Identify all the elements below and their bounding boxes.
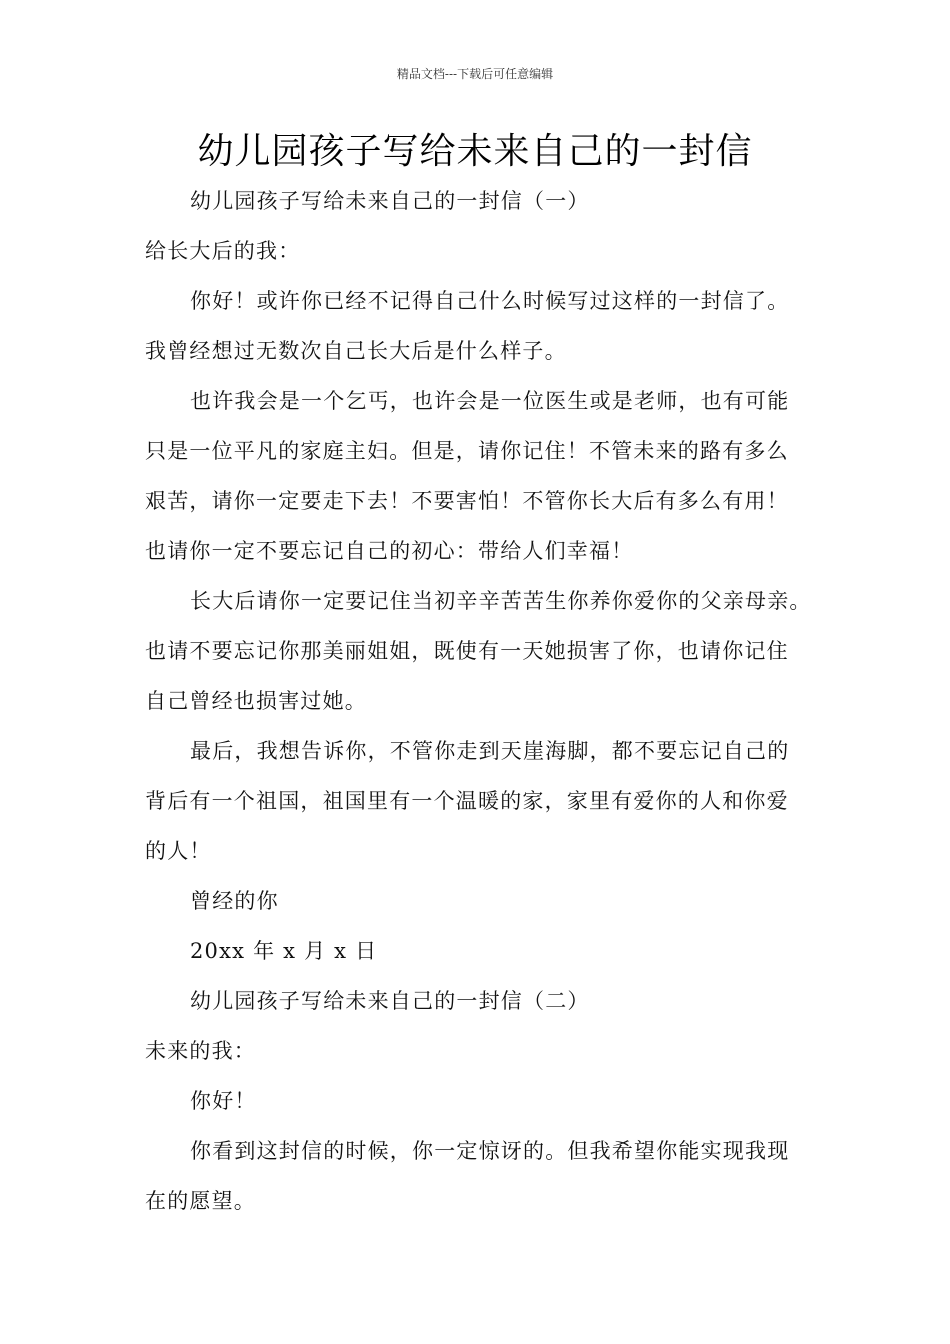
text-line: 给长大后的我： xyxy=(145,239,301,263)
text-line: 幼儿园孩子写给未来自己的一封信（二） xyxy=(190,989,590,1013)
text-line: 最后，我想告诉你，不管你走到天崖海脚，都不要忘记自己的 xyxy=(190,739,790,763)
text-line: 你好！ xyxy=(190,1089,257,1113)
text-line: 也请不要忘记你那美丽姐姐，既使有一天她损害了你，也请你记住 xyxy=(145,639,789,663)
text-line: 自己曾经也损害过她。 xyxy=(145,689,367,713)
text-line: 长大后请你一定要记住当初辛辛苦苦生你养你爱你的父亲母亲。 xyxy=(190,589,812,613)
text-line: 只是一位平凡的家庭主妇。但是，请你记住！不管未来的路有多么 xyxy=(145,439,789,463)
text-line: 未来的我： xyxy=(145,1039,256,1063)
text-line: 你看到这封信的时候，你一定惊讶的。但我希望你能实现我现 xyxy=(190,1139,790,1163)
text-line: 幼儿园孩子写给未来自己的一封信（一） xyxy=(190,189,590,213)
text-line: 20xx 年 x 月 x 日 xyxy=(190,939,378,963)
text-line: 你好！或许你已经不记得自己什么时候写过这样的一封信了。 xyxy=(190,289,790,313)
text-line: 背后有一个祖国，祖国里有一个温暖的家，家里有爱你的人和你爱 xyxy=(145,789,789,813)
text-line: 我曾经想过无数次自己长大后是什么样子。 xyxy=(145,339,567,363)
text-line: 也许我会是一个乞丐，也许会是一位医生或是老师，也有可能 xyxy=(190,389,790,413)
text-line: 在的愿望。 xyxy=(145,1189,256,1213)
text-line: 艰苦，请你一定要走下去！不要害怕！不管你长大后有多么有用！ xyxy=(145,489,789,513)
text-line: 曾经的你 xyxy=(190,889,279,913)
document-title: 幼儿园孩子写给未来自己的一封信 xyxy=(197,131,753,172)
document-body xyxy=(145,176,835,1226)
text-line: 的人！ xyxy=(145,839,212,863)
text-line: 也请你一定不要忘记自己的初心：带给人们幸福！ xyxy=(145,539,634,563)
page-header: 精品文档---下载后可任意编辑 xyxy=(396,67,554,81)
